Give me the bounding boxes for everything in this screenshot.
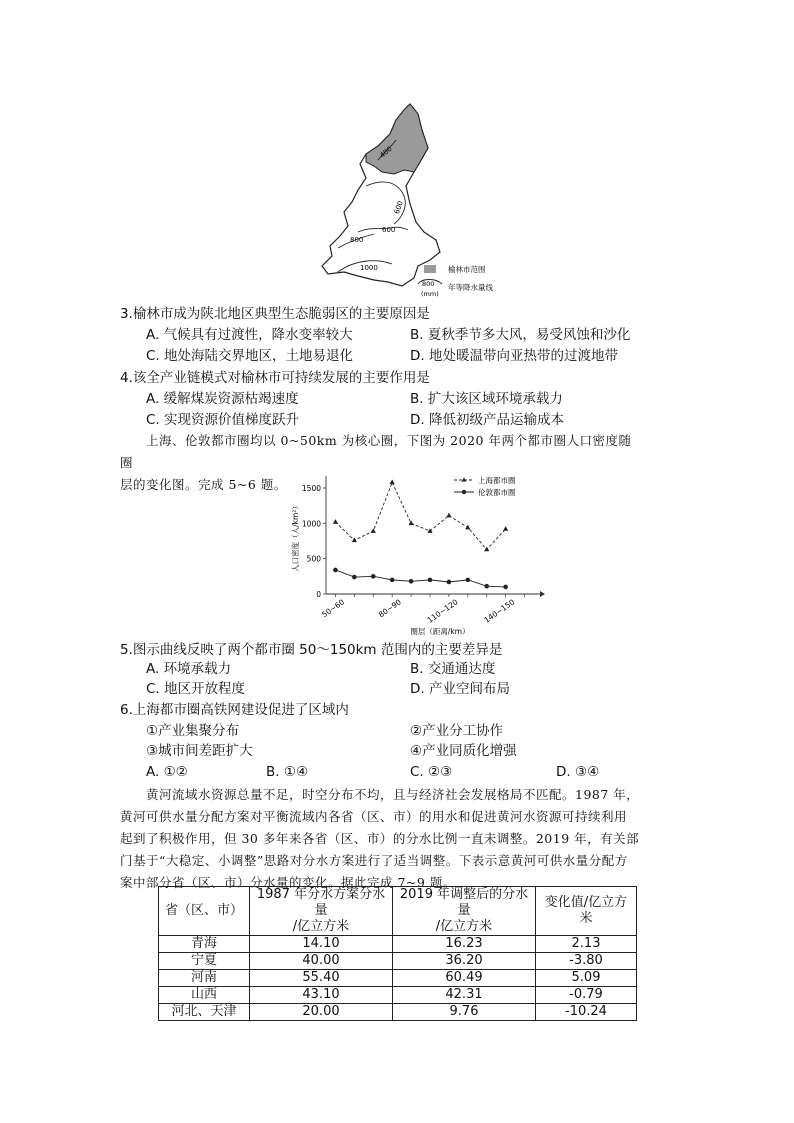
q4-option-d: D. 降低初级产品运输成本 [410, 412, 564, 428]
cell-change: 2.13 [536, 936, 637, 953]
cell-1987: 55.40 [250, 970, 393, 987]
q6-statement-1: ①产业集聚分布 [146, 723, 240, 739]
q4-option-a: A. 缓解煤炭资源枯竭速度 [146, 391, 299, 407]
cell-2019: 42.31 [393, 987, 536, 1004]
header-change: 变化值/亿立方米 [536, 887, 637, 936]
data-point-london [371, 574, 376, 579]
data-point-london [503, 585, 508, 590]
isoline-label-600-b: 600 [382, 226, 396, 234]
cell-province: 宁夏 [159, 953, 250, 970]
data-point-shanghai [446, 513, 451, 518]
legend-shade-swatch [424, 265, 436, 273]
y-axis-title: 人口密度（人/km²） [291, 502, 300, 572]
y-tick-label: 500 [306, 554, 321, 564]
q6-option-a: A. ①② [146, 764, 188, 780]
q5-option-d: D. 产业空间布局 [410, 681, 510, 697]
q3-option-d: D. 地处暖温带向亚热带的过渡地带 [410, 348, 618, 364]
q5-option-b: B. 交通通达度 [410, 661, 496, 677]
x-tick-label: 140~150 [482, 597, 517, 625]
legend-area-label: 榆林市范围 [448, 265, 486, 274]
cell-2019: 16.23 [393, 936, 536, 953]
data-point-shanghai [390, 480, 395, 485]
y-tick-label: 1500 [301, 484, 321, 493]
intro-q5-6-line-1: 上海、伦敦都市圈均以 0~50km 为核心圈，下图为 2020 年两个都市圈人口密度随圈 [120, 433, 632, 470]
q5-stem: 5.图示曲线反映了两个都市圈 50～150km 范围内的主要差异是 [120, 642, 503, 658]
cell-change: -0.79 [536, 987, 637, 1004]
cell-1987: 43.10 [250, 987, 393, 1004]
cell-2019: 60.49 [393, 970, 536, 987]
isoline-label-400: 400 [378, 144, 394, 160]
data-point-shanghai [352, 537, 357, 542]
x-tick-label: 50~60 [320, 597, 347, 620]
q6-statement-4: ④产业同质化增强 [410, 743, 517, 759]
chart-labels [290, 475, 516, 636]
header-province: 省（区、市） [159, 887, 250, 936]
data-point-shanghai [427, 528, 432, 533]
isoline-label-1000: 1000 [360, 264, 378, 272]
q4-option-c: C. 实现资源价值梯度跃升 [146, 412, 300, 428]
q4-stem: 4.该全产业链模式对榆林市可持续发展的主要作用是 [120, 370, 430, 386]
data-point-london [466, 578, 471, 583]
isoline-label-600-a: 600 [392, 199, 405, 216]
cell-1987: 14.10 [250, 936, 393, 953]
table-row [159, 987, 637, 1004]
series-line-london [335, 570, 505, 587]
intro-q7-9 [120, 784, 640, 894]
x-axis-title: 圈层（距离/km） [410, 627, 470, 636]
q6-stem: 6.上海都市圈高铁网建设促进了区域内 [120, 702, 349, 718]
table-row [159, 1004, 637, 1021]
cell-2019: 9.76 [393, 1004, 536, 1021]
q5-option-c: C. 地区开放程度 [146, 681, 246, 697]
cell-province: 河北、天津 [159, 1004, 250, 1021]
intro-q7-9-line-2: 黄河可供水量分配方案对平衡流域内各省（区、市）的用水和促进黄河水资源可持续利用 [120, 809, 628, 824]
cell-change: -3.80 [536, 953, 637, 970]
data-point-shanghai [503, 526, 508, 531]
q3-option-b: B. 夏秋季节多大风，易受风蚀和沙化 [410, 327, 631, 343]
isoline-label-800: 800 [350, 236, 364, 244]
q3-option-c: C. 地处海陆交界地区，土地易退化 [146, 348, 354, 364]
x-tick-label: 80~90 [376, 597, 403, 620]
cell-2019: 36.20 [393, 953, 536, 970]
data-point-london [352, 575, 357, 580]
q6-statement-2: ②产业分工协作 [410, 723, 504, 739]
cell-province: 青海 [159, 936, 250, 953]
data-point-london [409, 579, 414, 584]
data-point-shanghai [484, 547, 489, 552]
water-allocation-table [158, 886, 637, 1021]
yulin-precipitation-map [318, 100, 498, 300]
intro-q7-9-line-3: 起到了积极作用，但 30 多年来各省（区、市）的分水比例一直未调整。2019 年，有关部 [120, 831, 640, 846]
intro-q5-6-line-2: 层的变化图。完成 5~6 题。 [120, 477, 287, 492]
table-header [159, 887, 637, 936]
cell-1987: 40.00 [250, 953, 393, 970]
q4-option-b: B. 扩大该区域环境承载力 [410, 391, 563, 407]
header-1987: 1987 年分水方案分水量 /亿立方米 [250, 887, 393, 936]
x-axis-arrow [540, 591, 545, 597]
legend-marker-triangle [462, 477, 467, 481]
q6-statement-3: ③城市间差距扩大 [146, 743, 253, 759]
legend-isoline-label: 年等降水量线 [448, 283, 493, 292]
legend-isoline-unit: (mm) [421, 290, 439, 298]
data-point-london [333, 568, 338, 573]
legend-isoline-value: 800 [422, 280, 435, 288]
q5-option-a: A. 环境承载力 [146, 661, 232, 677]
data-point-shanghai [408, 521, 413, 526]
table-body [159, 936, 637, 1021]
table-row [159, 936, 637, 953]
legend-label: 伦敦都市圈 [478, 488, 516, 497]
intro-q7-9-line-1: 黄河流域水资源总量不足，时空分布不均，且与经济社会发展格局不匹配。1987 年， [146, 787, 640, 802]
cell-province: 河南 [159, 970, 250, 987]
intro-q7-9-line-5: 案中部分省（区、市）分水量的变化。据此完成 7~9 题。 [120, 875, 456, 890]
y-tick-label: 0 [316, 590, 321, 599]
table-row [159, 970, 637, 987]
data-point-london [484, 584, 489, 589]
q6-option-c: C. ②③ [410, 764, 453, 780]
cell-change: -10.24 [536, 1004, 637, 1021]
intro-q7-9-line-4: 门基于“大稳定、小调整”思路对分水方案进行了适当调整。下表示意黄河可供水量分配方 [120, 853, 628, 868]
data-point-london [390, 578, 395, 583]
population-density-chart [284, 470, 554, 640]
table-row [159, 953, 637, 970]
q6-option-d: D. ③④ [556, 764, 600, 780]
q3-stem: 3.榆林市成为陕北地区典型生态脆弱区的主要原因是 [120, 306, 430, 322]
data-point-shanghai [371, 528, 376, 533]
q3-option-a: A. 气候具有过渡性，降水变率较大 [146, 327, 353, 343]
cell-province: 山西 [159, 987, 250, 1004]
table-header-row [159, 887, 637, 936]
cell-1987: 20.00 [250, 1004, 393, 1021]
header-2019: 2019 年调整后的分水量 /亿立方米 [393, 887, 536, 936]
data-point-london [447, 580, 452, 585]
data-point-london [428, 578, 433, 583]
x-tick-label: 110~120 [425, 597, 460, 625]
legend-marker-dot [462, 490, 466, 494]
q6-option-b: B. ①④ [266, 764, 309, 780]
data-point-shanghai [333, 519, 338, 524]
legend-label: 上海都市圈 [478, 476, 516, 485]
cell-change: 5.09 [536, 970, 637, 987]
data-point-shanghai [465, 525, 470, 530]
y-tick-label: 1000 [301, 519, 321, 529]
